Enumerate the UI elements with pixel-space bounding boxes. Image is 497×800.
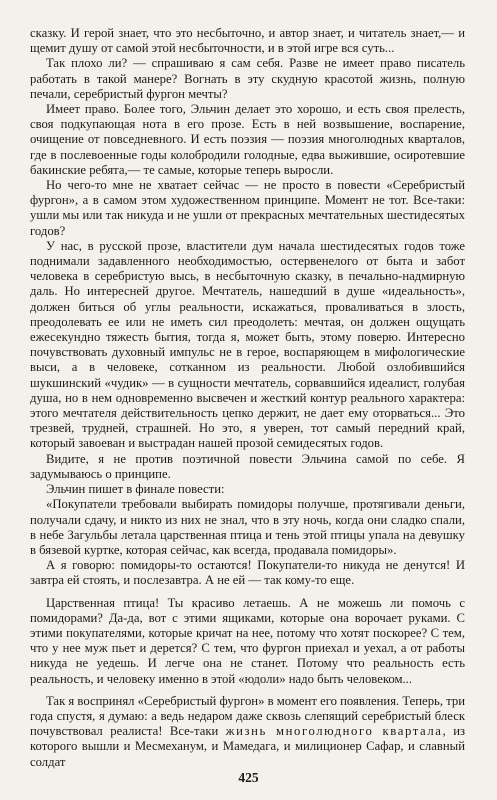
paragraph: Так плохо ли? — спрашиваю я сам себя. Разве не имеет право писатель работать в такой манере? Вогнать в эту скудную красотой жизнь, полную печали, серебристый фургон мечты? [30,56,465,101]
paragraph: Царственная птица! Ты красиво летаешь. А не можешь ли помочь с помидорами? Да-да, вот с этими ящиками, которые она ворочает руками. С этими покупателями, которые кричат на нее, потому что хотят поскорее? С тем, что у нее муж пьет и дерется? С тем, что фургон приехал и уехал, а от работы никуда не уедешь. И легче она не станет. Потому что реальность есть реальность, и человеку именно в этой «юдоли» надо быть человеком... [30,595,465,686]
section-gap [30,687,465,694]
paragraph: А я говорю: помидоры-то остаются! Покупатели-то никуда не денутся! И завтра ей стоять, и послезавтра. А не ей — так кому-то еще. [30,558,465,588]
body-text [30,26,465,770]
page-number: 425 [238,770,259,785]
paragraph: сказку. И герой знает, что это несбыточно, и автор знает, и читатель знает,— и щемит душу от самой этой несбыточности, и в этой игре вся суть... [30,26,465,56]
spaced-emphasis: жизнь многолюдного квартала [225,724,443,739]
paragraph: Видите, я не против поэтичной повести Эльчина самой по себе. Я задумываюсь о принципе. [30,451,465,481]
paragraph: Но чего-то мне не хватает сейчас — не просто в повести «Серебристый фургон», а в самом этом художественном принципе. Момент не тот. Все-таки: ушли мы или так никуда и не ушли от прекрасных мечтательных шестидесятых годов? [30,178,465,238]
paragraph: Имеет право. Более того, Эльчин делает это хорошо, и есть своя прелесть, своя подкупающая нота в его прозе. Есть в ней возвышение, воспарение, очищение от повседневного. И есть поэзия — поэзия многолюдных кварталов, где в послевоенные годы колобродили голодные, едва выжившие, осиротевшие бакинские ребята,— те самые, которые теперь выросли. [30,102,465,177]
paragraph-final [30,694,465,770]
paragraph: У нас, в русской прозе, властители дум начала шестидесятых годов тоже поднимали задавленного необходимостью, остервенелого от быта и забот человека в серебристую высь, в несбыточную сказку, в печально-надмирную даль. Но интересней другое. Мечтатель, нашедший в душе «идеальность», должен биться об углы реальности, искажаться, проваливаться в злость, преодолевать ее или не иметь сил преодолеть: мечтая, он должен ощущать ежесекундно тяжесть бытия, тогда я, может быть, этому поверю. Интересно почувствовать духовный импульс не в герое, воспаряющем в мифологические выси, а в человеке, сотканном из реальности. Любой озлобившийся шукшинский «чудик» — в сущности мечтатель, сорвавшийся идеалист, голубая душа, но в нем одновременно высвечен и жесткий контур реального характера: этого мечтателя действительность цепко держит, не дает ему оторваться... Это трезвей, трудней, страшней. Но это, я уверен, тот самый передний край, который завоеван и выстрадан нашей прозой семидесятых годов. [30,238,465,451]
paragraph-text: , из которого вышли и Месмеханум, и Мамедага, и милиционер Сафар, и славный солдат [30,724,465,769]
section-gap [30,589,465,596]
paragraph: Эльчин пишет в финале повести: [46,482,225,497]
quotation-paragraph: «Покупатели требовали выбирать помидоры получше, протягивали деньги, получали сдачу, и никто из них не знал, что в эту ночь, когда они сладко спали, в небе Загульбы летала царственная птица и тень этой птицы упала на девушку в бязевой куртке, которая сейчас, как всегда, продавала помидоры». [30,497,465,557]
paragraph-text: Так я воспринял «Серебристый фургон» в момент его появления. Теперь, три года спустя, я думаю: а ведь недаром даже сквозь слепящий серебристый блеск почувствовал реалиста! Все-таки [30,693,465,739]
